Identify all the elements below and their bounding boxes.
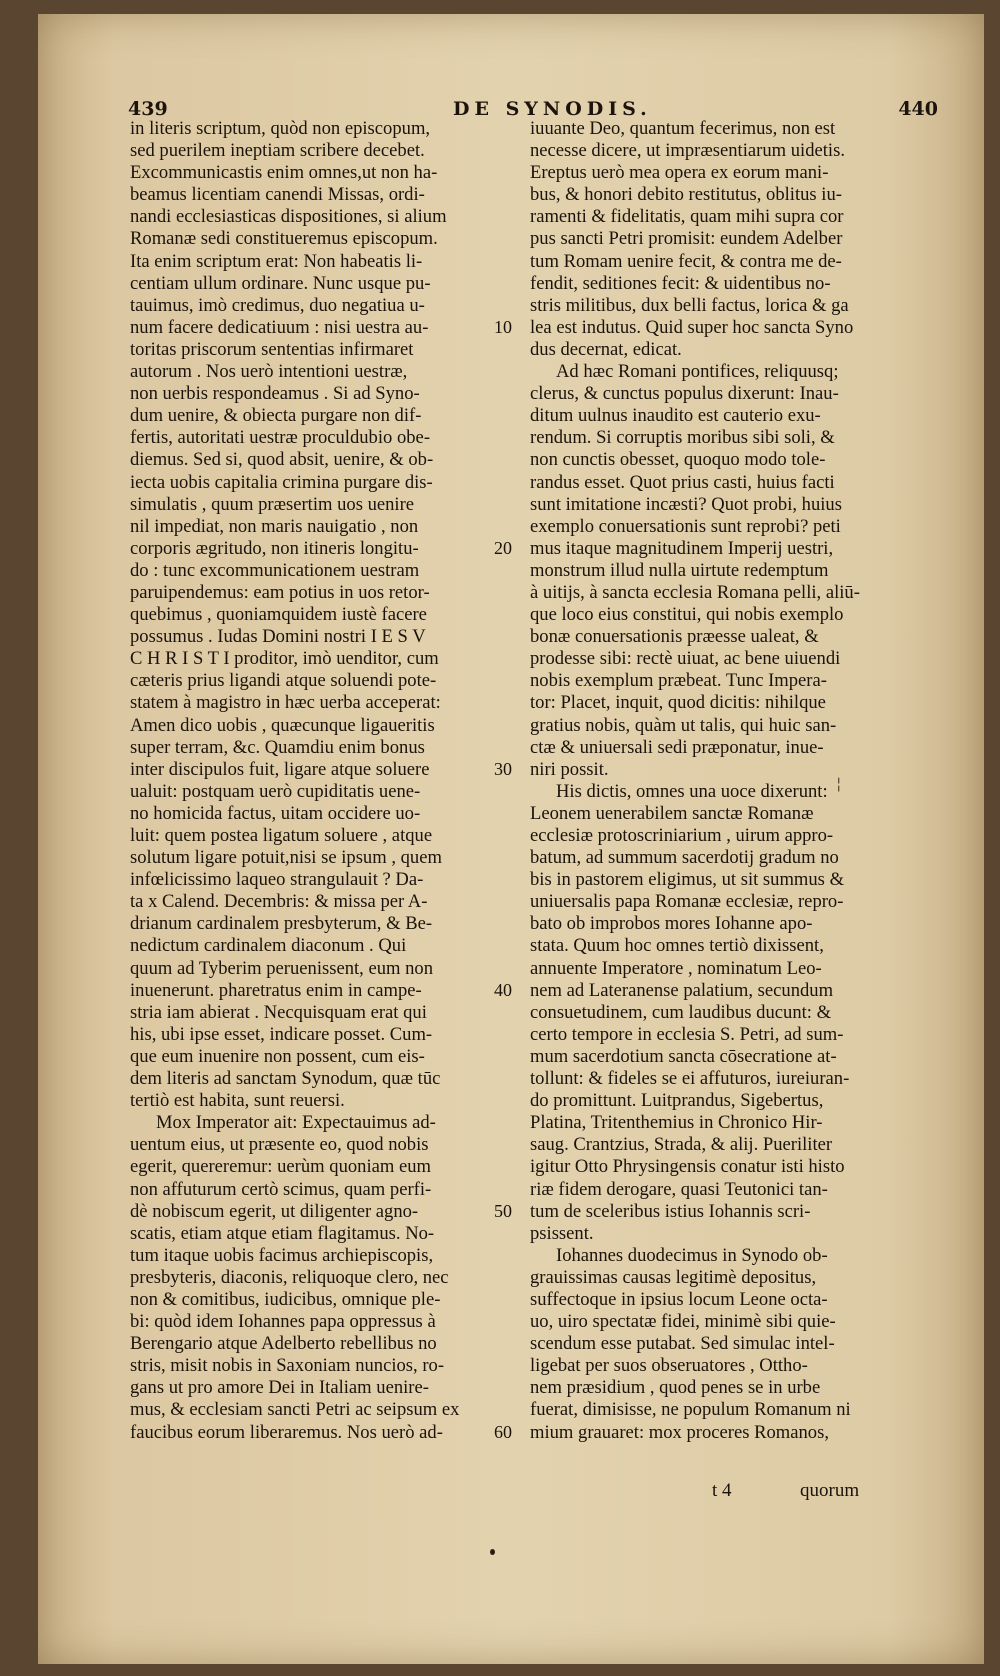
text-line: ualuit: postquam uerò cupiditatis uene-: [130, 780, 421, 802]
text-line: mum sacerdotium sancta cōsecratione at-: [530, 1045, 837, 1067]
text-line: scatis, etiam atque etiam flagitamus. No-: [130, 1222, 435, 1244]
text-line: in literis scriptum, quòd non episcopum,: [130, 118, 431, 139]
text-line: mus, & ecclesiam sancti Petri ac seipsum ex: [130, 1399, 460, 1421]
text-line: pus sancti Petri promisit: eundem Adelber: [530, 228, 843, 250]
text-line: tauimus, imò credimus, duo negatiua u-: [130, 294, 425, 316]
text-line: egerit, quereremur: uerùm quoniam eum: [130, 1156, 432, 1178]
text-line: ecclesiæ protoscriniarium , uirum appro-: [530, 825, 834, 846]
text-line: super terram, &c. Quamdiu enim bonus: [130, 736, 425, 758]
text-line: bi: quòd idem Iohannes papa oppressus à: [130, 1311, 436, 1333]
text-line: certo tempore in ecclesia S. Petri, ad sum-: [530, 1023, 844, 1045]
text-line: stris militibus, dux belli factus, lorica & ga: [530, 294, 849, 316]
text-line: uniuersalis papa Romanæ ecclesiæ, repro-: [530, 891, 844, 913]
text-line: do promittunt. Luitprandus, Sigebertus,: [530, 1090, 824, 1112]
text-line: iuuante Deo, quantum fecerimus, non est: [530, 118, 836, 139]
text-line: saug. Crantzius, Strada, & alij. Pueriliter: [530, 1134, 833, 1156]
left-text-column: [130, 118, 492, 1444]
text-line: prodesse sibi: rectè uiuat, ac bene uiuendi: [530, 648, 841, 670]
text-line: grauissimas causas legitimè depositus,: [530, 1266, 817, 1288]
text-line: bato ob improbos mores Iohanne apo-: [530, 913, 813, 935]
text-line: tum de sceleribus istius Iohannis scri-: [530, 1200, 811, 1222]
text-line: que loco eius constitui, qui nobis exemplo: [530, 604, 844, 626]
text-line: uentum eius, ut præsente eo, quod nobis: [130, 1134, 429, 1156]
text-line: inter discipulos fuit, ligare atque soluere: [130, 758, 430, 780]
text-line: nem ad Lateranense palatium, secundum: [530, 979, 834, 1001]
text-line: necesse dicere, ut impræsentiarum uidetis.: [530, 140, 845, 162]
text-line: nobis exemplum præbeat. Tunc Impera-: [530, 670, 827, 692]
text-line: ligebat per suos obseruatores , Ottho-: [530, 1355, 808, 1377]
text-line: gans ut pro amore Dei in Italiam uenire-: [130, 1377, 429, 1399]
text-line: bus, & honori debito restitutus, oblitus iu-: [530, 184, 842, 206]
line-number: 50: [494, 1200, 512, 1221]
text-line: Mox Imperator ait: Expectauimus ad-: [156, 1112, 436, 1134]
text-line: tum Romam uenire fecit, & contra me de-: [530, 250, 842, 272]
text-line: riæ fidem derogare, quasi Teutonici tan-: [530, 1178, 828, 1200]
ink-speck: [490, 1549, 495, 1555]
text-line: mium grauaret: mox proceres Romanos,: [530, 1421, 829, 1443]
text-line: Romanæ sedi constitueremus episcopum.: [130, 228, 438, 250]
text-line: uo, uiro spectatæ fidei, minimè sibi quie-: [530, 1311, 836, 1333]
text-line: Ad hæc Romani pontifices, reliquusq;: [556, 361, 839, 383]
text-line: Excommunicastis enim omnes,ut non ha-: [130, 162, 438, 184]
text-line: beamus licentiam canendi Missas, ordi-: [130, 184, 425, 206]
text-line: monstrum illud nulla uirtute redemptum: [530, 559, 829, 581]
page-number-right: 440: [898, 98, 938, 120]
text-line: ditum uulnus inaudito est cauterio exu-: [530, 405, 821, 427]
text-line: no homicida factus, uitam occidere uo-: [130, 802, 421, 824]
text-line: Iohannes duodecimus in Synodo ob-: [556, 1244, 828, 1266]
text-line: dè nobiscum egerit, ut diligenter agno-: [130, 1200, 419, 1222]
line-number: 40: [494, 979, 512, 1000]
text-line: Platina, Tritenthemius in Chronico Hir-: [530, 1112, 823, 1134]
text-line: dus decernat, edicat.: [530, 338, 682, 360]
text-line: possumus . Iudas Domini nostri I E S V: [130, 626, 426, 648]
text-line: C H R I S T I proditor, imò uenditor, cum: [130, 648, 439, 670]
catchword: quorum: [800, 1480, 860, 1501]
text-line: statem à magistro in hæc uerba acceperat:: [130, 692, 441, 714]
text-line: Ita enim scriptum erat: Non habeatis li-: [130, 250, 423, 272]
text-line: nil impediat, non maris nauigatio , non: [130, 515, 419, 537]
text-line: Amen dico uobis , quæcunque ligaueritis: [130, 714, 435, 736]
text-line: iecta uobis capitalia crimina purgare dis-: [130, 471, 433, 493]
text-line: toritas priscorum sententias infirmaret: [130, 338, 414, 360]
running-title: DE SYNODIS.: [453, 98, 652, 120]
text-line: nedictum cardinalem diaconum . Qui: [130, 935, 407, 957]
text-line: ta x Calend. Decembris: & missa per A-: [130, 891, 428, 913]
text-line: sed puerilem ineptiam scribere decebet.: [130, 140, 425, 162]
text-line: annuente Imperatore , nominatum Leo-: [530, 957, 822, 979]
text-line: gratius nobis, quàm ut talis, qui huic san-: [530, 714, 837, 736]
text-line: bis in pastorem eligimus, ut sit summus &: [530, 869, 845, 891]
text-line: ramenti & fidelitatis, quam mihi supra cor: [530, 206, 844, 228]
text-line: randus esset. Quot prius casti, huius facti: [530, 471, 835, 493]
line-number: 10: [494, 316, 512, 337]
text-line: stata. Quum hoc omnes tertiò dixissent,: [530, 935, 824, 957]
text-line: faucibus eorum liberaremus. Nos uerò ad-: [130, 1421, 443, 1443]
signature-mark: t 4: [712, 1480, 732, 1501]
text-line: mus itaque magnitudinem Imperij uestri,: [530, 537, 834, 559]
book-page: [38, 14, 984, 1664]
text-line: sunt imitatione incæsti? Quot probi, huius: [530, 493, 842, 515]
text-line: non & comitibus, iudicibus, omnique ple-: [130, 1288, 441, 1310]
text-line: stris, misit nobis in Saxoniam nuncios, ro-: [130, 1355, 445, 1377]
text-line: paruipendemus: eam potius in uos retor-: [130, 581, 430, 603]
text-line: Leonem uenerabilem sanctæ Romanæ: [530, 802, 814, 824]
margin-mark: ¦: [836, 774, 842, 793]
text-line: consuetudinem, cum laudibus ducunt: &: [530, 1001, 832, 1023]
text-line: presbyteris, diaconis, reliquoque clero, nec: [130, 1266, 449, 1288]
text-line: à uitijs, à sancta ecclesia Romana pelli, aliū-: [530, 581, 860, 603]
text-line: dum uenire, & obiecta purgare non dif-: [130, 405, 422, 427]
text-line: niri possit.: [530, 758, 609, 780]
text-line: batum, ad summum sacerdotij gradum no: [530, 847, 839, 869]
line-number: 60: [494, 1421, 512, 1442]
text-line: diemus. Sed si, quod absit, uenire, & ob-: [130, 449, 434, 471]
text-line: infœlicissimo laqueo strangulauit ? Da-: [130, 869, 424, 891]
right-text-column: [530, 118, 902, 1444]
text-line: solutum ligare potuit,nisi se ipsum , quem: [130, 847, 442, 869]
line-number: 20: [494, 537, 512, 558]
text-line: autorum . Nos uerò intentioni uestræ,: [130, 361, 408, 383]
text-line: quebimus , quoniamquidem iustè facere: [130, 604, 427, 626]
text-line: drianum cardinalem presbyterum, & Be-: [130, 913, 433, 935]
text-line: suffectoque in ipsius locum Leone octa-: [530, 1288, 828, 1310]
text-line: igitur Otto Phrysingensis conatur isti histo: [530, 1156, 845, 1178]
text-line: num facere dedicatiuum : nisi uestra au-: [130, 316, 429, 338]
text-line: stria iam abierat . Necquisquam erat qui: [130, 1001, 427, 1023]
text-line: bonæ conuersationis præesse ualeat, &: [530, 626, 819, 648]
text-line: psissent.: [530, 1222, 594, 1244]
text-line: non cunctis obesset, quoquo modo tole-: [530, 449, 826, 471]
text-line: dem literis ad sanctam Synodum, quæ tūc: [130, 1068, 441, 1090]
text-line: Berengario atque Adelberto rebellibus no: [130, 1333, 437, 1355]
text-line: His dictis, omnes una uoce dixerunt:: [556, 780, 828, 802]
text-line: do : tunc excommunicationem uestram: [130, 559, 420, 581]
text-line: tertiò est habita, sunt reuersi.: [130, 1090, 345, 1112]
page-number-left: 439: [128, 98, 168, 120]
text-line: fendit, seditiones fecit: & uidentibus no-: [530, 272, 831, 294]
text-line: non uerbis respondeamus . Si ad Syno-: [130, 383, 420, 405]
text-line: tum itaque uobis facimus archiepiscopis,: [130, 1244, 434, 1266]
text-line: inuenerunt. pharetratus enim in campe-: [130, 979, 422, 1001]
text-line: que eum inuenire non possent, cum eis-: [130, 1045, 425, 1067]
text-line: non affuturum certò scimus, quam perfi-: [130, 1178, 432, 1200]
text-line: fuerat, dimisisse, ne populum Romanum ni: [530, 1399, 851, 1421]
line-number: 30: [494, 758, 512, 779]
text-line: centiam ullum ordinare. Nunc usque pu-: [130, 272, 431, 294]
text-line: clerus, & cunctus populus dixerunt: Inau-: [530, 383, 839, 405]
text-line: his, ubi ipse esset, indicare posset. Cum-: [130, 1023, 433, 1045]
text-line: luit: quem postea ligatum soluere , atque: [130, 825, 433, 846]
text-line: nandi ecclesiasticas dispositiones, si alium: [130, 206, 447, 228]
text-line: exemplo conuersationis sunt reprobi? peti: [530, 515, 841, 537]
text-line: simulatis , quum præsertim uos uenire: [130, 493, 415, 515]
text-line: scendum esse putabat. Sed simulac intel-: [530, 1333, 835, 1355]
text-line: fertis, autoritati uestræ proculdubio obe-: [130, 427, 431, 449]
text-line: tollunt: & fideles se ei affuturos, iureiuran-: [530, 1068, 850, 1090]
text-line: cæteris prius ligandi atque soluendi pote-: [130, 670, 437, 692]
text-line: quum ad Tyberim peruenissent, eum non: [130, 957, 434, 979]
text-line: nem præsidium , quod penes se in urbe: [530, 1377, 821, 1399]
text-line: Ereptus uerò mea opera ex eorum mani-: [530, 162, 829, 184]
text-line: rendum. Si corruptis moribus sibi soli, &: [530, 427, 835, 449]
text-line: ctæ & uniuersali sedi præponatur, inue-: [530, 736, 824, 758]
text-line: corporis ægritudo, non itineris longitu-: [130, 537, 419, 559]
text-line: lea est indutus. Quid super hoc sancta Syno: [530, 316, 854, 338]
text-line: tor: Placet, inquit, quod dicitis: nihilque: [530, 692, 826, 714]
